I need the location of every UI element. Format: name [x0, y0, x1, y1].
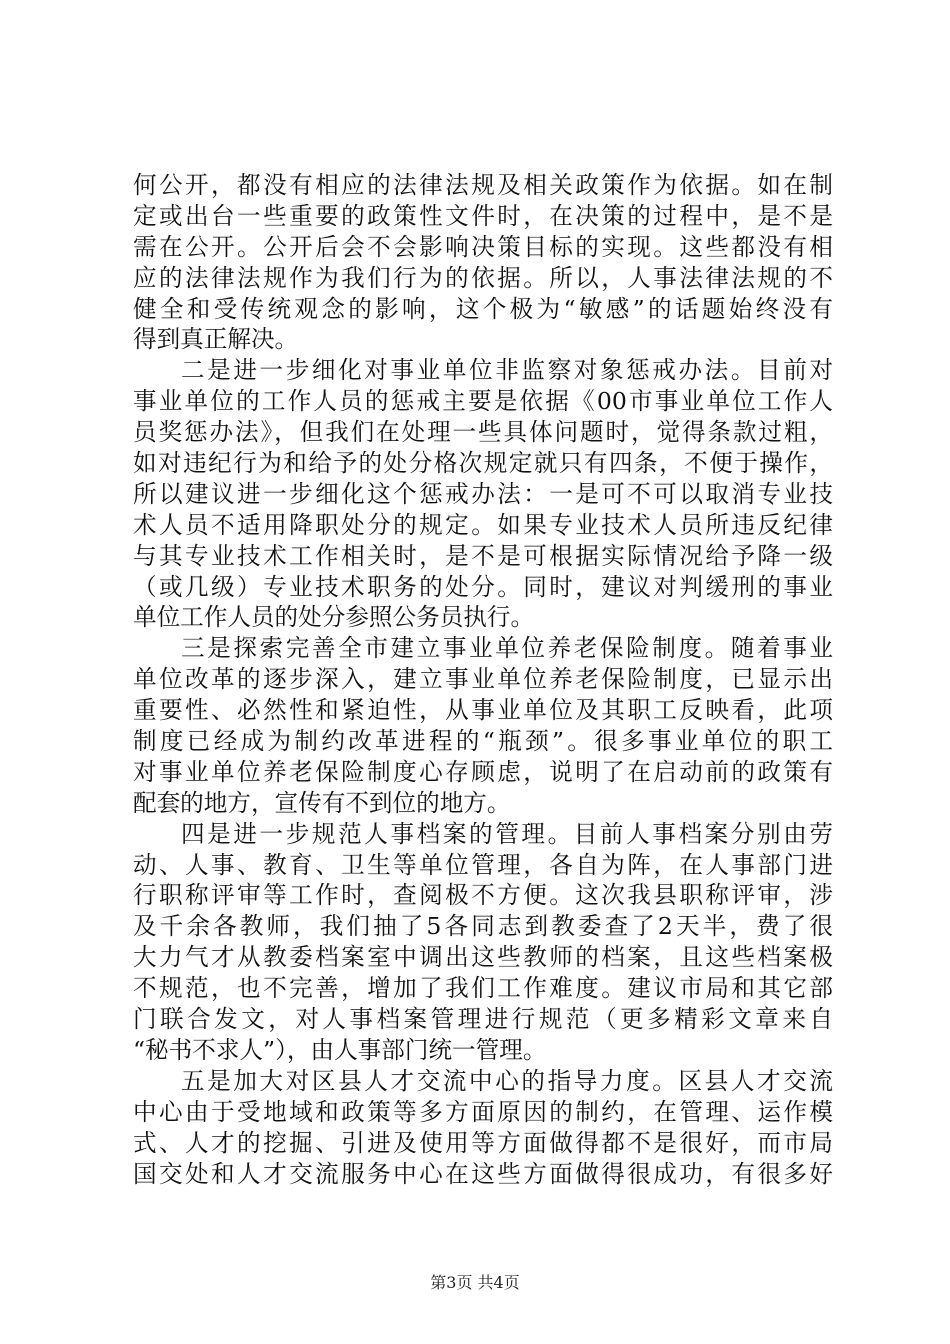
- text-line: 健全和受传统观念的影响，这个极为“敏感”的话题始终没有: [133, 294, 833, 323]
- text-line: 所以建议进一步细化这个惩戒办法：一是可不可以取消专业技: [133, 479, 833, 508]
- text-line: 重要性、必然性和紧迫性，从事业单位及其职工反映看，此项: [133, 696, 833, 725]
- text-line: 制度已经成为制约改革进程的“瓶颈”。很多事业单位的职工: [133, 727, 833, 756]
- text-line: （或几级）专业技术职务的处分。同时，建议对判缓刑的事业: [133, 572, 833, 601]
- text-line: 配套的地方，宣传有不到位的地方。: [133, 788, 511, 817]
- text-line: 应的法律法规作为我们行为的依据。所以，人事法律法规的不: [133, 263, 833, 292]
- document-body: [133, 170, 833, 1189]
- page-number-label: 第3页 共4页: [430, 1273, 520, 1292]
- text-line: 行职称评审等工作时，查阅极不方便。这次我县职称评审，涉: [133, 881, 833, 910]
- text-line: 五是加大对区县人才交流中心的指导力度。区县人才交流: [181, 1066, 833, 1095]
- text-line: 中心由于受地域和政策等多方面原因的制约，在管理、运作模: [133, 1097, 833, 1126]
- text-line: 得到真正解决。: [133, 325, 299, 354]
- text-line: 式、人才的挖掘、引进及使用等方面做得都不是很好，而市局: [133, 1128, 833, 1157]
- text-line: 三是探索完善全市建立事业单位养老保险制度。随着事业: [181, 634, 833, 663]
- text-line: 对事业单位养老保险制度心存顾虑，说明了在启动前的政策有: [133, 757, 833, 786]
- text-line: 术人员不适用降职处分的规定。如果专业技术人员所违反纪律: [133, 510, 833, 539]
- text-line: 门联合发文，对人事档案管理进行规范（更多精彩文章来自: [133, 1005, 833, 1034]
- text-line: 员奖惩办法》，但我们在处理一些具体问题时，觉得条款过粗，: [133, 418, 833, 447]
- text-line: 何公开，都没有相应的法律法规及相关政策作为依据。如在制: [133, 171, 833, 199]
- text-line: 定或出台一些重要的政策性文件时，在决策的过程中，是不是: [133, 201, 833, 230]
- text-line: 单位工作人员的处分参照公务员执行。: [133, 603, 535, 632]
- text-line: 不规范，也不完善，增加了我们工作难度。建议市局和其它部: [133, 974, 833, 1003]
- text-line: “秘书不求人”），由人事部门统一管理。: [133, 1035, 547, 1064]
- text-line: 需在公开。公开后会不会影响决策目标的实现。这些都没有相: [133, 232, 833, 261]
- text-line: 四是进一步规范人事档案的管理。目前人事档案分别由劳: [181, 819, 833, 848]
- text-line: 如对违纪行为和给予的处分格次规定就只有四条，不便于操作，: [133, 449, 833, 478]
- text-line: 二是进一步细化对事业单位非监察对象惩戒办法。目前对: [181, 356, 833, 385]
- text-line: 事业单位的工作人员的惩戒主要是依据《00市事业单位工作人: [133, 387, 833, 416]
- text-line: 国交处和人才交流服务中心在这些方面做得很成功，有很多好: [133, 1159, 833, 1188]
- page-footer: [0, 1270, 950, 1293]
- text-line: 及千余各教师，我们抽了5各同志到教委查了2天半，费了很: [133, 912, 833, 941]
- text-line: 大力气才从教委档案室中调出这些教师的档案，且这些档案极: [133, 943, 833, 972]
- text-line: 动、人事、教育、卫生等单位管理，各自为阵，在人事部门进: [133, 850, 833, 879]
- text-line: 与其专业技术工作相关时，是不是可根据实际情况给予降一级: [133, 541, 833, 570]
- text-line: 单位改革的逐步深入，建立事业单位养老保险制度，已显示出: [133, 665, 833, 694]
